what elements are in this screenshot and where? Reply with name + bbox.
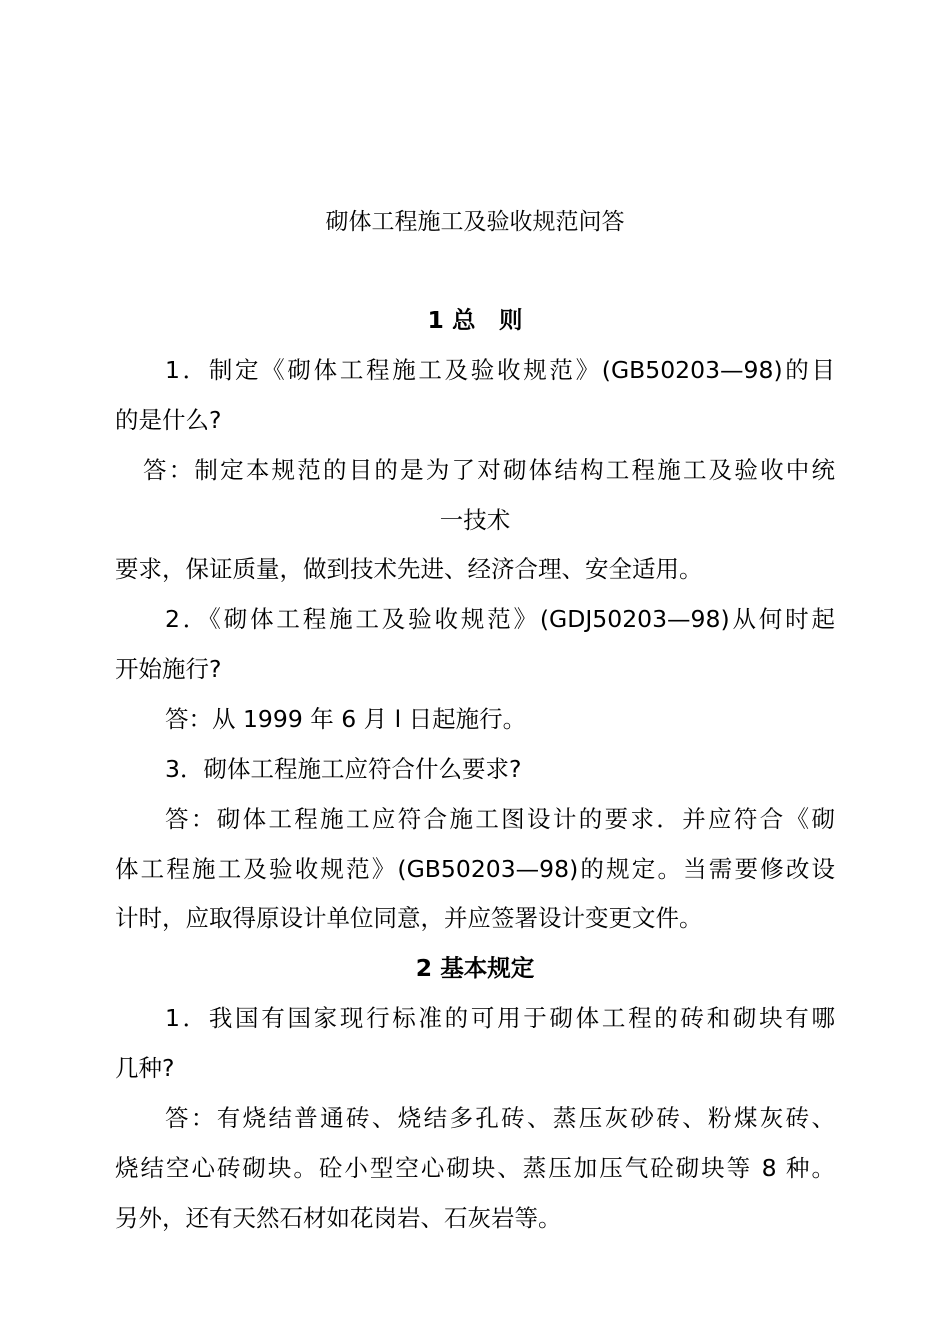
- answer-3-line-2: 体工程施工及验收规范》(GB50203—98)的规定。当需要修改设: [115, 855, 835, 883]
- section-heading-general: 1 总 则: [427, 306, 523, 334]
- document-title: 砌体工程施工及验收规范问答: [325, 209, 625, 235]
- question-2-line-1: 2．《砌体工程施工及验收规范》(GDJ50203—98)从何时起: [165, 605, 835, 633]
- section-heading-basic-rules: 2 基本规定: [415, 954, 535, 982]
- answer-2-line-1: 答：从 1999 年 6 月 l 日起施行。: [165, 705, 527, 733]
- answer-3-line-1: 答：砌体工程施工应符合施工图设计的要求．并应符合《砌: [165, 805, 835, 833]
- question-3-line-1: 3．砌体工程施工应符合什么要求?: [165, 755, 522, 783]
- answer-4-line-3: 另外，还有天然石材如花岗岩、石灰岩等。: [115, 1204, 562, 1232]
- question-2-line-2: 开始施行?: [115, 655, 222, 683]
- answer-1-line-1: 答：制定本规范的目的是为了对砌体结构工程施工及验收中统: [143, 456, 835, 484]
- question-4-line-1: 1．我国有国家现行标准的可用于砌体工程的砖和砌块有哪: [165, 1004, 835, 1032]
- question-1-line-1: 1．制定《砌体工程施工及验收规范》(GB50203—98)的目: [165, 356, 835, 384]
- answer-1-line-3: 要求，保证质量，做到技术先进、经济合理、安全适用。: [115, 555, 703, 583]
- answer-4-line-1: 答：有烧结普通砖、烧结多孔砖、蒸压灰砂砖、粉煤灰砖、: [165, 1104, 835, 1132]
- question-4-line-2: 几种?: [115, 1054, 175, 1082]
- answer-3-line-3: 计时，应取得原设计单位同意，并应签署设计变更文件。: [115, 904, 703, 932]
- question-1-line-2: 的是什么?: [115, 406, 222, 434]
- answer-1-line-2: 一技术: [439, 506, 511, 534]
- answer-4-line-2: 烧结空心砖砌块。砼小型空心砌块、蒸压加压气砼砌块等 8 种。: [115, 1154, 835, 1182]
